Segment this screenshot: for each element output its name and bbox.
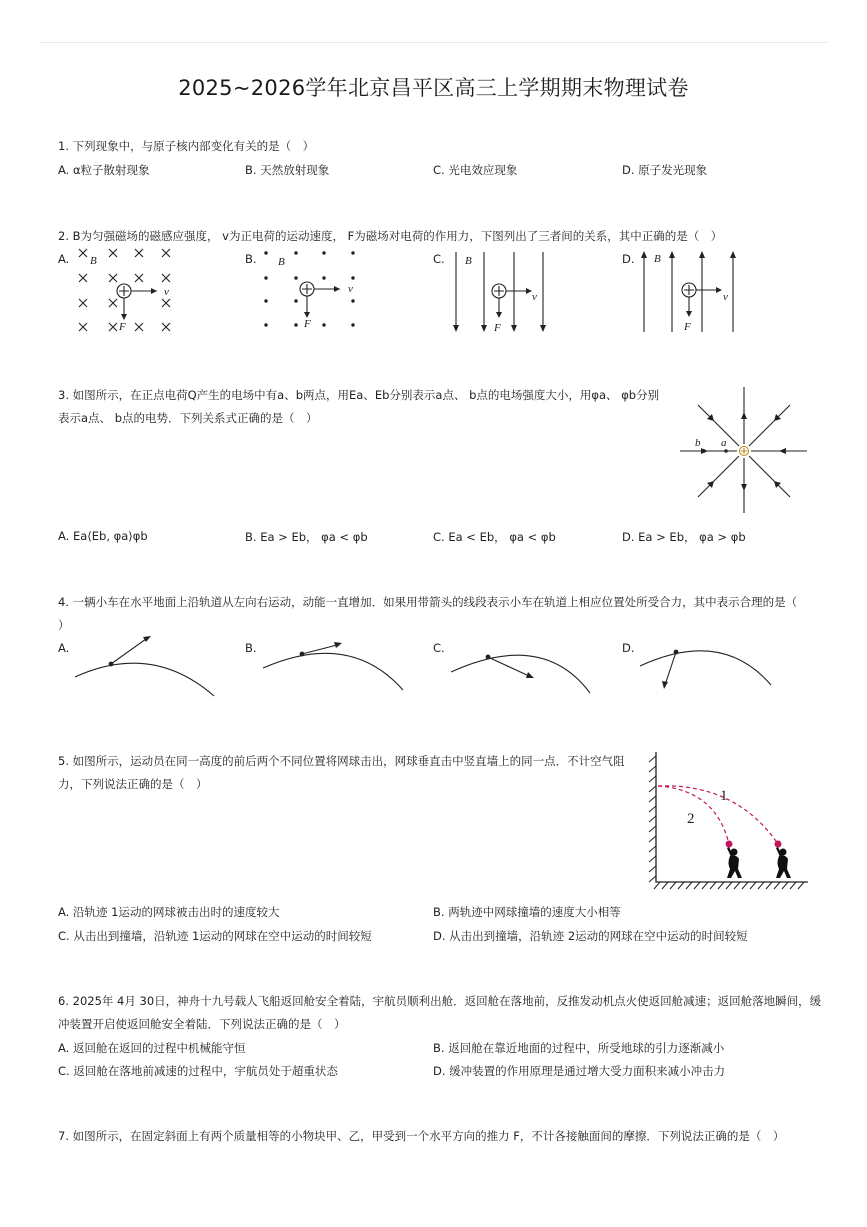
- player-icon: [776, 847, 791, 878]
- ball-1: [775, 841, 782, 848]
- trajectory-2-label: 2: [687, 811, 695, 827]
- q1-option-c: C. 光电效应现象: [433, 163, 518, 177]
- q5-option-b: B. 两轨迹中网球撞墙的速度大小相等: [433, 905, 621, 919]
- q2-label-b: B.: [245, 252, 257, 266]
- q1-option-b: B. 天然放射现象: [245, 163, 330, 177]
- q5-stem-line1: 5. 如图所示，运动员在同一高度的前后两个不同位置将网球击出，网球垂直击中竖直墙上的同一点．不计空气阻: [58, 754, 625, 768]
- q4-label-b: B.: [245, 641, 257, 655]
- f-symbol: F: [119, 321, 126, 333]
- trajectory-1-label: 1: [720, 788, 728, 804]
- q4-track-a: [72, 630, 222, 700]
- point-b: [702, 449, 706, 453]
- q4-track-b: [260, 630, 410, 700]
- q7-stem: 7. 如图所示，在固定斜面上有两个质量相等的小物块甲、乙，甲受到一个水平方向的推力 F，不计各接触面间的摩擦．下列说法正确的是（ ）: [58, 1129, 785, 1143]
- q1-option-d: D. 原子发光现象: [622, 163, 708, 177]
- q6-stem-line2: 冲装置开启使返回舱安全着陆．下列说法正确的是（ ）: [58, 1017, 346, 1031]
- q6-option-c: C. 返回舱在落地前减速的过程中，宇航员处于超重状态: [58, 1064, 338, 1078]
- q2-figure-c: [448, 248, 558, 338]
- q3-stem-line1: 3. 如图所示，在正点电荷Q产生的电场中有a、b两点，用Ea、Eb分别表示a点、 b点的电场强度大小，用φa、 φb分别: [58, 388, 660, 402]
- player-icon: [727, 847, 742, 878]
- wall-hatching: [649, 756, 656, 882]
- q2-figure-b: [258, 245, 368, 340]
- f-symbol: F: [684, 321, 691, 333]
- v-symbol: v: [532, 291, 537, 303]
- q2-label-a: A.: [58, 252, 70, 266]
- ground-hatching: [654, 882, 804, 889]
- v-symbol: v: [164, 286, 169, 298]
- b-symbol: B: [654, 253, 661, 265]
- q2-figure-a: [72, 245, 182, 340]
- page-title: 2025~2026学年北京昌平区高三上学期期末物理试卷: [178, 76, 689, 100]
- v-symbol: v: [723, 291, 728, 303]
- q5-option-a: A. 沿轨迹 1运动的网球被击出时的速度较大: [58, 905, 280, 919]
- q2-label-d: D.: [622, 252, 635, 266]
- v-symbol: v: [348, 283, 353, 295]
- q3-option-b: B. Ea > Eb， φa < φb: [245, 530, 368, 544]
- q5-stem-line2: 力，下列说法正确的是（ ）: [58, 777, 208, 791]
- q6-option-a: A. 返回舱在返回的过程中机械能守恒: [58, 1041, 246, 1055]
- label-b: b: [695, 437, 701, 449]
- f-symbol: F: [304, 318, 311, 330]
- q4-track-c: [448, 630, 598, 700]
- header-divider: [40, 42, 827, 43]
- q3-field-figure: [678, 386, 810, 514]
- q1-option-a: A. α粒子散射现象: [58, 163, 150, 177]
- trajectory-1: [658, 786, 778, 844]
- q2-stem: 2. B为匀强磁场的磁感应强度， v为正电荷的运动速度， F为磁场对电荷的作用力，下图列出了三者间的关系，其中正确的是（ ）: [58, 229, 723, 243]
- q6-stem-line1: 6. 2025年 4月 30日，神舟十九号载人飞船返回舱安全着陆，宇航员顺利出舱．返回舱在落地前，反推发动机点火使返回舱减速；返回舱落地瞬间，缓: [58, 994, 822, 1008]
- q3-option-a: A. Ea⟨Eb, φa⟩φb: [58, 529, 148, 543]
- b-symbol: B: [278, 256, 285, 268]
- q4-label-a: A.: [58, 641, 70, 655]
- q1-stem: 1. 下列现象中，与原子核内部变化有关的是（ ）: [58, 139, 315, 153]
- q4-track-d: [637, 630, 787, 700]
- q3-stem-line2: 表示a点、 b点的电势．下列关系式正确的是（ ）: [58, 411, 318, 425]
- q4-stem-line1: 4. 一辆小车在水平地面上沿轨道从左向右运动，动能一直增加．如果用带箭头的线段表示小车在轨道上相应位置处所受合力，其中表示合理的是（: [58, 595, 798, 609]
- b-symbol: B: [465, 255, 472, 267]
- q3-option-c: C. Ea < Eb， φa < φb: [433, 530, 556, 544]
- q5-option-c: C. 从击出到撞墙，沿轨迹 1运动的网球在空中运动的时间较短: [58, 929, 372, 943]
- point-a: [724, 449, 728, 453]
- q5-tennis-figure: [646, 748, 810, 890]
- q6-option-d: D. 缓冲装置的作用原理是通过增大受力面积来减小冲击力: [433, 1064, 726, 1078]
- q4-stem-line2: ）: [58, 618, 70, 632]
- q3-option-d: D. Ea > Eb， φa > φb: [622, 530, 746, 544]
- b-symbol: B: [90, 255, 97, 267]
- ball-2: [726, 841, 733, 848]
- q5-option-d: D. 从击出到撞墙，沿轨迹 2运动的网球在空中运动的时间较短: [433, 929, 748, 943]
- f-symbol: F: [494, 322, 501, 334]
- q4-label-d: D.: [622, 641, 635, 655]
- q2-label-c: C.: [433, 252, 445, 266]
- q2-figure-d: [636, 248, 746, 338]
- q6-option-b: B. 返回舱在靠近地面的过程中，所受地球的引力逐渐减小: [433, 1041, 725, 1055]
- q4-label-c: C.: [433, 641, 445, 655]
- label-a: a: [721, 437, 727, 449]
